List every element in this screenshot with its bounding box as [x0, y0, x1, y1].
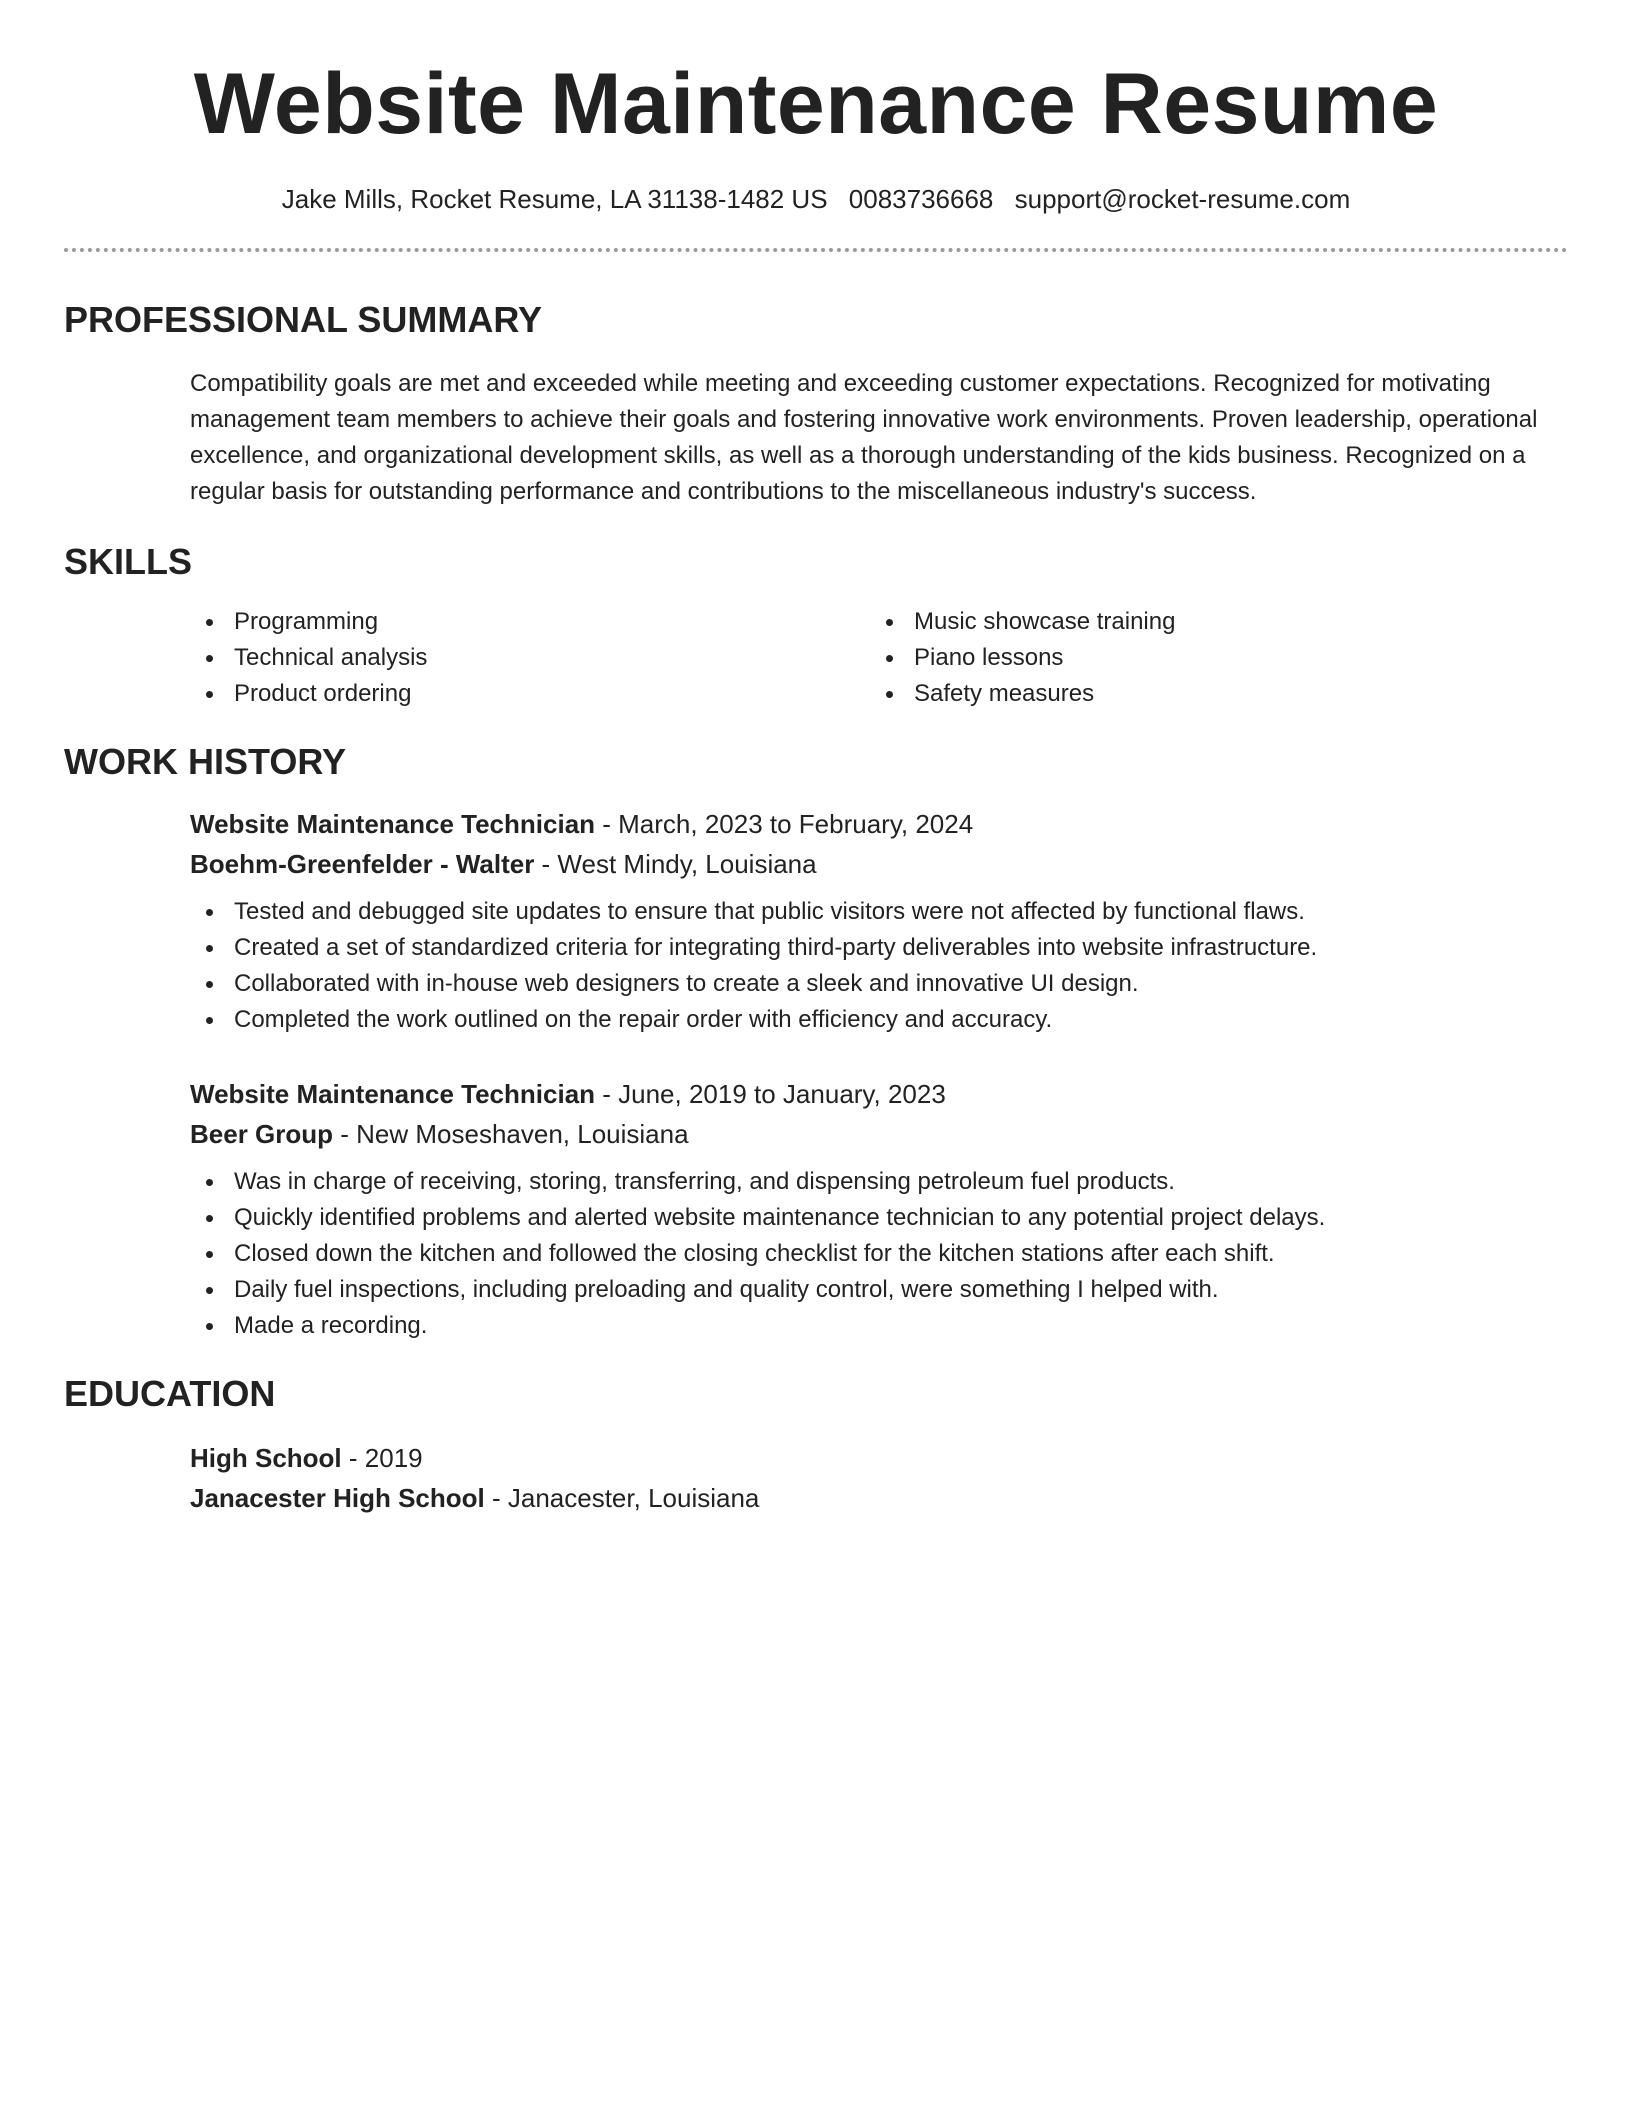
duty-item	[190, 930, 1568, 966]
education-year: - 2019	[341, 1443, 423, 1473]
job-title-line	[190, 804, 1568, 844]
bullet-icon	[886, 691, 893, 698]
bullet-icon	[206, 1017, 213, 1024]
job-duties	[190, 1164, 1568, 1344]
duty-item	[190, 1272, 1568, 1308]
skill-label: Safety measures	[914, 680, 1095, 707]
skills-heading: SKILLS	[64, 541, 193, 582]
job-title: Website Maintenance Technician	[190, 809, 596, 839]
bullet-icon	[206, 619, 213, 626]
education-section	[64, 1438, 1568, 1518]
skill-label: Piano lessons	[914, 644, 1064, 671]
skills-column-left	[190, 604, 870, 712]
job-location: - New Moseshaven, Louisiana	[333, 1119, 689, 1149]
bullet-icon	[206, 1323, 213, 1330]
bullet-icon	[206, 691, 213, 698]
summary-section	[64, 366, 1568, 510]
skill-item	[870, 676, 1550, 712]
duty-text: Completed the work outlined on the repair order with efficiency and accuracy.	[234, 1006, 1053, 1033]
skill-item	[190, 640, 870, 676]
bullet-icon	[206, 1215, 213, 1222]
skill-label: Programming	[234, 608, 379, 635]
skill-label: Product ordering	[234, 680, 412, 707]
bullet-icon	[206, 909, 213, 916]
job-company-line	[190, 844, 1568, 884]
bullet-icon	[206, 655, 213, 662]
skill-item	[190, 676, 870, 712]
bullet-icon	[206, 1179, 213, 1186]
work-history-heading: WORK HISTORY	[64, 741, 347, 782]
bullet-icon	[206, 1251, 213, 1258]
job-location: - West Mindy, Louisiana	[534, 849, 817, 879]
skill-label: Music showcase training	[914, 608, 1176, 635]
skills-grid	[190, 604, 1568, 712]
job-company: Beer Group	[190, 1119, 334, 1149]
bullet-icon	[206, 945, 213, 952]
duty-text: Collaborated with in-house web designers to create a sleek and innovative UI design.	[234, 970, 1139, 997]
duty-item	[190, 894, 1568, 930]
bullet-icon	[206, 981, 213, 988]
education-degree-line	[190, 1438, 1568, 1478]
job-company: Boehm-Greenfelder - Walter	[190, 849, 535, 879]
duty-item	[190, 1236, 1568, 1272]
job-entry	[190, 1074, 1568, 1344]
duty-item	[190, 1164, 1568, 1200]
job-duties	[190, 894, 1568, 1038]
job-title: Website Maintenance Technician	[190, 1079, 596, 1109]
skill-item	[870, 640, 1550, 676]
education-school: Janacester High School	[190, 1483, 485, 1513]
duty-text: Quickly identified problems and alerted website maintenance technician to any potential project delays.	[234, 1204, 1326, 1231]
education-entry	[190, 1438, 1568, 1518]
skills-section	[64, 604, 1568, 712]
duty-text: Closed down the kitchen and followed the closing checklist for the kitchen stations after each shift.	[234, 1240, 1275, 1267]
education-degree: High School	[190, 1443, 342, 1473]
summary-text: Compatibility goals are met and exceeded while meeting and exceeding customer expectations. Recognized for motivating management team members to achieve their goals and fostering innovative work environments. Proven leadership, operational excellence, and organizational development skills, as well as a thorough understanding of the kids business. Recognized on a regular basis for outstanding performance and contributions to the miscellaneous industry's success.	[190, 370, 1538, 505]
duty-item	[190, 966, 1568, 1002]
job-dates: - March, 2023 to February, 2024	[595, 809, 974, 839]
resume-title: Website Maintenance Resume	[193, 56, 1439, 152]
job-dates: - June, 2019 to January, 2023	[595, 1079, 946, 1109]
duty-item	[190, 1200, 1568, 1236]
summary-heading: PROFESSIONAL SUMMARY	[64, 299, 543, 340]
contact-line	[64, 182, 1568, 216]
job-title-line	[190, 1074, 1568, 1114]
education-location: - Janacester, Louisiana	[484, 1483, 760, 1513]
duty-text: Was in charge of receiving, storing, transferring, and dispensing petroleum fuel products.	[234, 1168, 1175, 1195]
duty-text: Made a recording.	[234, 1312, 428, 1339]
job-company-line	[190, 1114, 1568, 1154]
skill-item	[190, 604, 870, 640]
duty-text: Created a set of standardized criteria for integrating third-party deliverables into website infrastructure.	[234, 934, 1318, 961]
bullet-icon	[886, 655, 893, 662]
job-entry	[190, 804, 1568, 1038]
contact-phone: 0083736668	[848, 184, 994, 214]
contact-email: support@rocket-resume.com	[1014, 184, 1351, 214]
skills-column-right	[870, 604, 1550, 712]
duty-text: Daily fuel inspections, including preloading and quality control, were something I helped with.	[234, 1276, 1219, 1303]
bullet-icon	[886, 619, 893, 626]
bullet-icon	[206, 1287, 213, 1294]
contact-address: Jake Mills, Rocket Resume, LA 31138-1482 US	[281, 184, 828, 214]
work-history-section	[64, 804, 1568, 1344]
header-divider	[64, 248, 1568, 252]
skill-label: Technical analysis	[234, 644, 428, 671]
education-school-line	[190, 1478, 1568, 1518]
duty-item	[190, 1002, 1568, 1038]
skill-item	[870, 604, 1550, 640]
education-heading: EDUCATION	[64, 1373, 276, 1414]
duty-item	[190, 1308, 1568, 1344]
duty-text: Tested and debugged site updates to ensure that public visitors were not affected by functional flaws.	[234, 898, 1305, 925]
